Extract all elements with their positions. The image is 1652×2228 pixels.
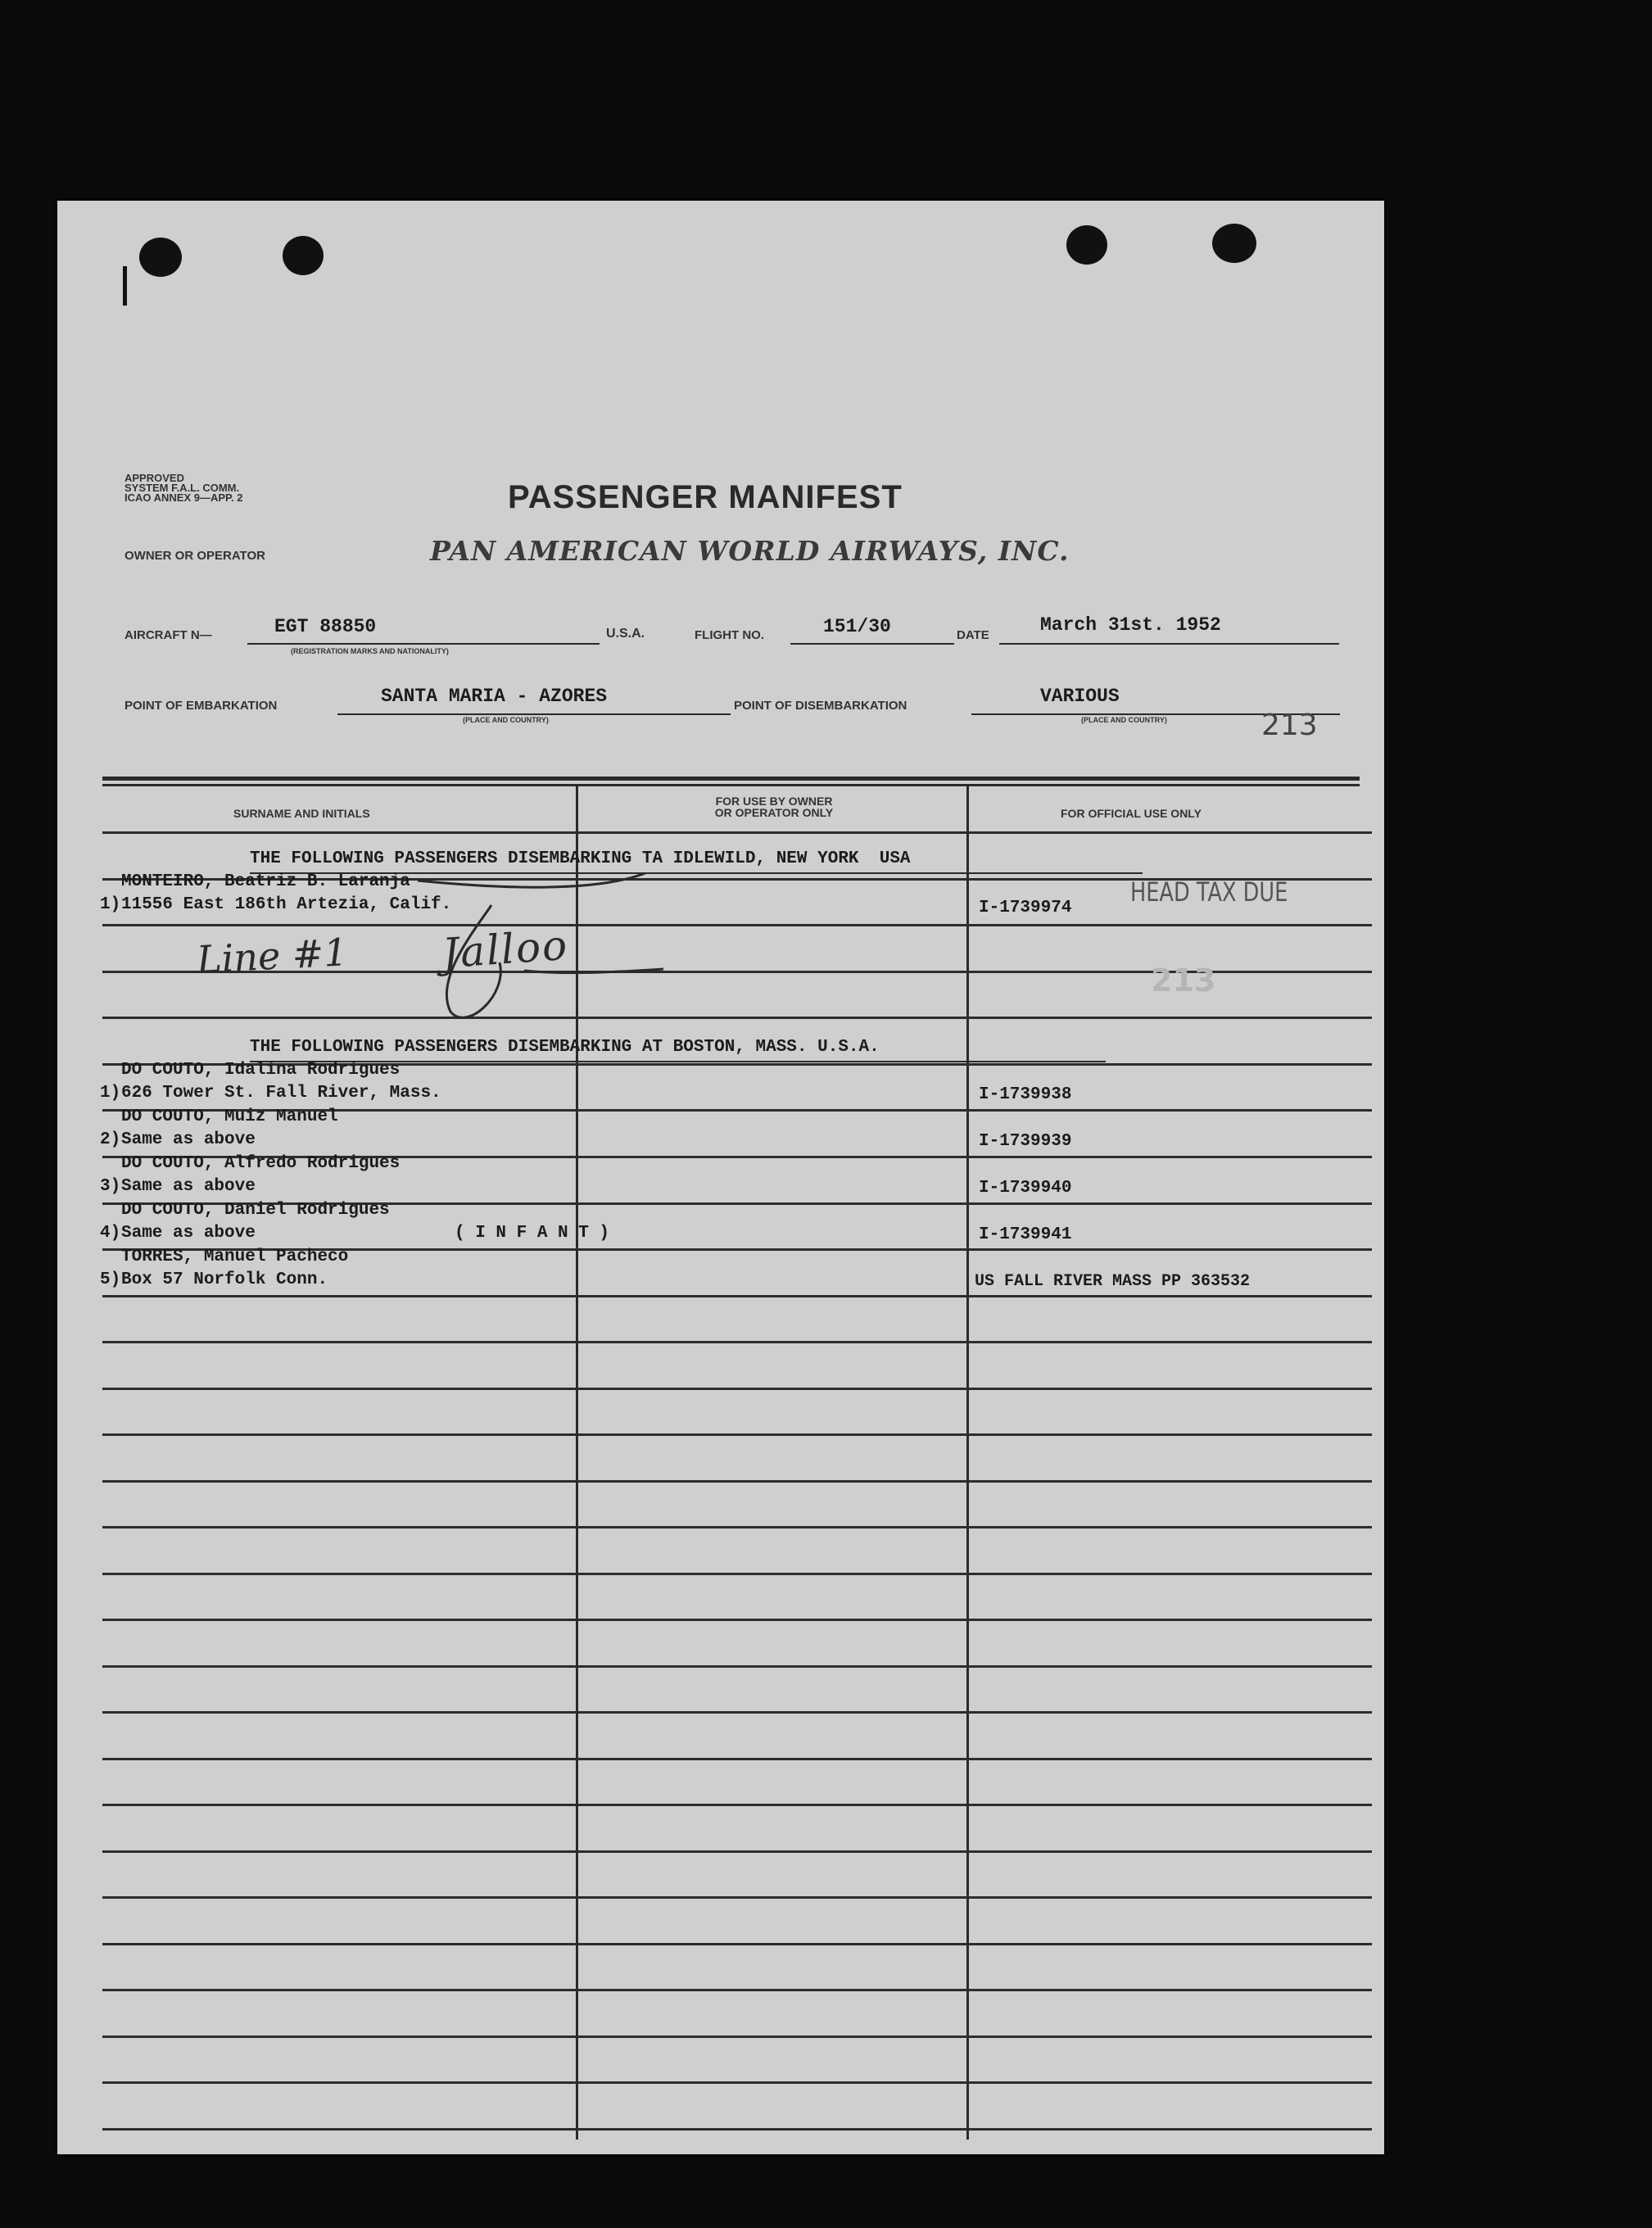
page-title: PASSENGER MANIFEST <box>508 479 903 515</box>
handwritten-signature: Jalloo <box>441 921 570 978</box>
official-number: I-1739939 <box>979 1132 1072 1151</box>
passenger-name: MONTEIRO, Beatriz B. Laranja <box>121 872 410 891</box>
passenger-address: 11556 East 186th Artezia, Calif. <box>121 895 452 914</box>
official-number: I-1739941 <box>979 1225 1072 1244</box>
column-header-owner: FOR USE BY OWNER OR OPERATOR ONLY <box>714 795 834 819</box>
official-number: US FALL RIVER MASS PP 363532 <box>975 1272 1251 1291</box>
manifest-sheet <box>57 201 1384 2154</box>
approval-line: APPROVED <box>124 472 184 484</box>
owner-label: OWNER OR OPERATOR <box>124 549 265 563</box>
aircraft-value: EGT 88850 <box>274 616 377 637</box>
date-label: DATE <box>957 628 989 642</box>
passenger-address: 626 Tower St. Fall River, Mass. <box>121 1084 441 1103</box>
passenger-address: Same as above <box>121 1130 256 1149</box>
passenger-number: 5) <box>100 1270 121 1289</box>
flight-label: FLIGHT NO. <box>695 628 764 642</box>
passenger-number: 4) <box>100 1224 121 1243</box>
column-header-official: FOR OFFICIAL USE ONLY <box>1061 807 1202 820</box>
passenger-name: TORRES, Manuel Pacheco <box>121 1248 349 1266</box>
place-caption-2: (PLACE AND COUNTRY) <box>1081 716 1167 724</box>
official-number: I-1739940 <box>979 1179 1072 1198</box>
passenger-number: 1) <box>100 1084 121 1103</box>
embark-label: POINT OF EMBARKATION <box>124 699 278 713</box>
passenger-name: DO COUTO, Idalina Rodrigues <box>121 1061 401 1080</box>
handwritten-line-note: Line #1 <box>195 930 349 982</box>
embark-value: SANTA MARIA - AZORES <box>381 686 608 707</box>
ruled-lines <box>102 201 1372 2154</box>
passenger-name: DO COUTO, Alfredo Rodrigues <box>121 1154 401 1173</box>
disembark-label: POINT OF DISEMBARKATION <box>734 699 907 713</box>
owner-name: PAN AMERICAN WORLD AIRWAYS, INC. <box>430 535 1070 567</box>
passenger-number: 2) <box>100 1130 121 1149</box>
page-number: 213 <box>1261 709 1318 742</box>
passenger-number: 1) <box>100 895 121 914</box>
passenger-address: Box 57 Norfolk Conn. <box>121 1270 328 1289</box>
head-tax-stamp: HEAD TAX DUE <box>1130 876 1288 908</box>
passenger-name: DO COUTO, Daniel Rodrigues <box>121 1201 390 1220</box>
official-number: I-1739974 <box>979 899 1072 917</box>
approval-line: ICAO ANNEX 9—APP. 2 <box>124 491 243 504</box>
passenger-name: DO COUTO, Muiz Manuel <box>121 1107 338 1126</box>
aircraft-label: AIRCRAFT N— <box>124 628 212 642</box>
passenger-note: ( I N F A N T ) <box>455 1224 610 1243</box>
official-number: I-1739938 <box>979 1085 1072 1104</box>
flight-value: 151/30 <box>823 616 891 637</box>
approval-line: SYSTEM F.A.L. COMM. <box>124 482 240 494</box>
passenger-address: Same as above <box>121 1177 256 1196</box>
usa-label: U.S.A. <box>606 627 645 641</box>
signature-strokes <box>401 872 663 1036</box>
date-value: March 31st. 1952 <box>1040 614 1221 636</box>
disembark-value: VARIOUS <box>1040 686 1120 707</box>
registration-caption: (REGISTRATION MARKS AND NATIONALITY) <box>291 647 449 655</box>
column-header-surname: SURNAME AND INITIALS <box>233 807 370 820</box>
section-header-boston: THE FOLLOWING PASSENGERS DISEMBARKING AT BOSTON, MASS. U.S.A. <box>250 1038 880 1057</box>
passenger-number: 3) <box>100 1177 121 1196</box>
passenger-address: Same as above <box>121 1224 256 1243</box>
section-header-idlewild: THE FOLLOWING PASSENGERS DISEMBARKING TA IDLEWILD, NEW YORK USA <box>250 849 911 868</box>
faded-stamp-number: 213 <box>1151 962 1216 999</box>
place-caption: (PLACE AND COUNTRY) <box>463 716 549 724</box>
